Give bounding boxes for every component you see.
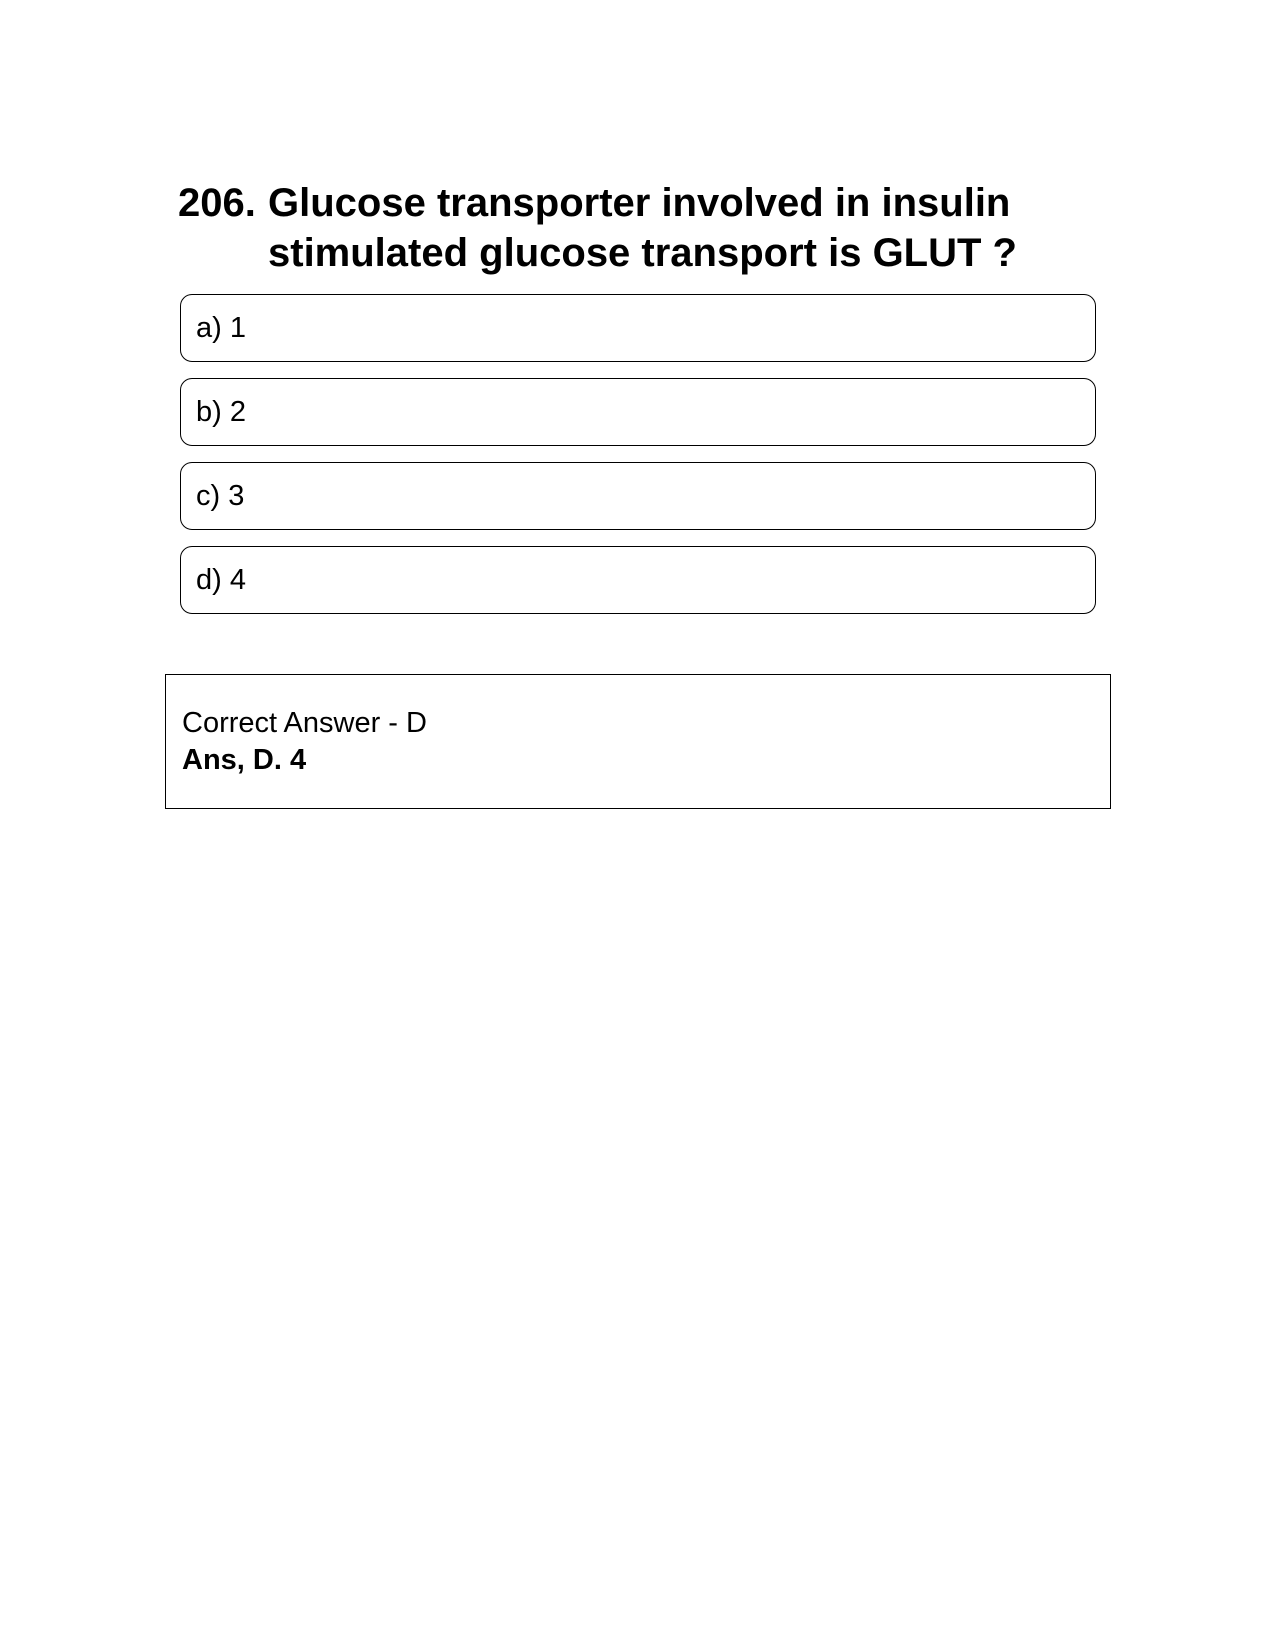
answer-explanation: Ans, D. 4 [182, 744, 307, 776]
option-a[interactable]: a) 1 [180, 294, 1096, 362]
question-text: Glucose transporter involved in insulin stimulated glucose transport is GLUT ? [268, 181, 1017, 275]
question-number: 206. [178, 181, 256, 225]
correct-answer: Correct Answer - D [182, 707, 427, 739]
question [178, 178, 1078, 278]
answer-box [165, 674, 1111, 809]
option-c[interactable]: c) 3 [180, 462, 1096, 530]
option-d[interactable]: d) 4 [180, 546, 1096, 614]
option-b[interactable]: b) 2 [180, 378, 1096, 446]
options-list [180, 294, 1096, 630]
